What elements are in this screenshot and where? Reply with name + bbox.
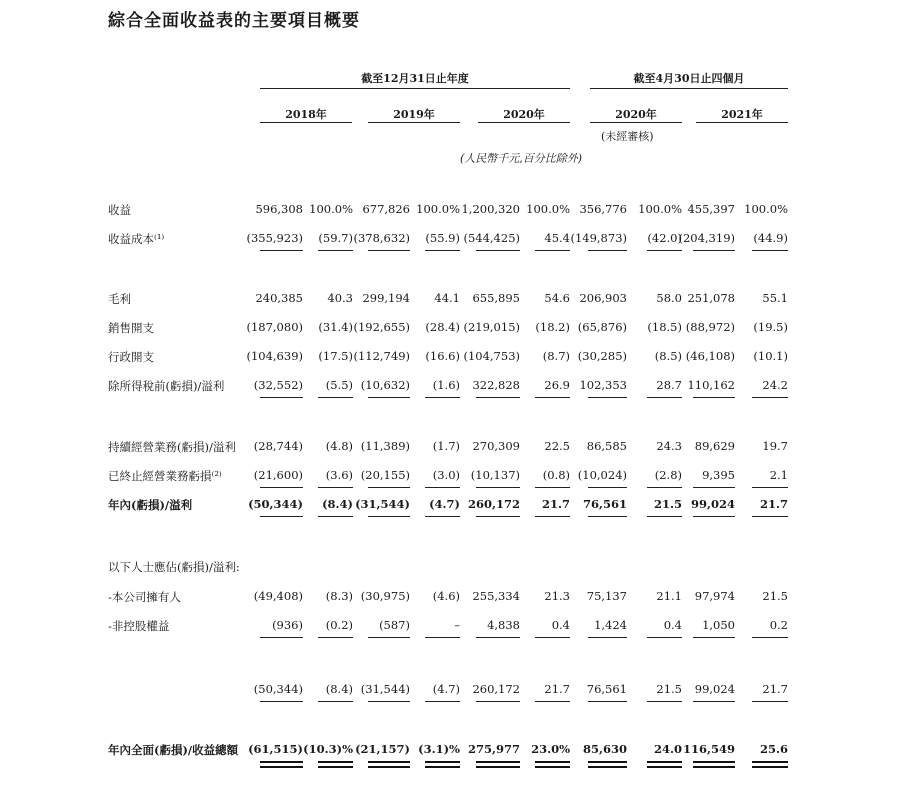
percent-cell: 2.1	[769, 468, 788, 482]
row-label: 收益成本⁽¹⁾	[108, 232, 165, 246]
total-double-rule	[535, 761, 570, 768]
percent-cell: (0.8)	[542, 468, 570, 482]
subtotal-rule	[535, 637, 570, 638]
amount-cell: 356,776	[579, 202, 627, 216]
amount-cell: 75,137	[586, 589, 627, 603]
amount-cell: (31,544)	[360, 682, 410, 696]
percent-cell: 100.0%	[526, 202, 570, 216]
amount-cell: (192,655)	[353, 320, 410, 334]
subtotal-rule	[368, 397, 410, 398]
subtotal-rule	[693, 487, 735, 488]
amount-cell: (49,408)	[253, 589, 303, 603]
percent-cell: (55.9)	[425, 231, 460, 245]
year-header-2021-rule	[696, 122, 788, 123]
subtotal-rule	[425, 487, 460, 488]
row-label: 毛利	[108, 292, 131, 306]
percent-cell: (1.6)	[432, 378, 460, 392]
year-header-2021: 2021年	[721, 108, 763, 121]
percent-cell: (44.9)	[753, 231, 788, 245]
amount-cell: 260,172	[467, 497, 520, 511]
percent-cell: (8.5)	[654, 349, 682, 363]
subtotal-rule	[647, 516, 682, 517]
year-header-2020-four-months: 2020年	[615, 108, 657, 121]
subtotal-rule	[693, 701, 735, 702]
amount-cell: 99,024	[694, 682, 735, 696]
header-group-four-months-rule	[590, 88, 788, 89]
subtotal-rule	[647, 487, 682, 488]
percent-cell: 40.3	[327, 291, 353, 305]
amount-cell: (61,515)	[248, 742, 303, 756]
subtotal-rule	[425, 637, 460, 638]
total-double-rule	[647, 761, 682, 768]
percent-cell: (4.7)	[429, 497, 460, 511]
subtotal-rule	[752, 701, 788, 702]
amount-cell: (50,344)	[253, 682, 303, 696]
subtotal-rule	[647, 397, 682, 398]
total-double-rule	[260, 761, 303, 768]
amount-cell: (21,600)	[253, 468, 303, 482]
row-label: 以下人士應佔(虧損)/溢利:	[108, 560, 240, 574]
percent-cell: (10.1)	[753, 349, 788, 363]
subtotal-rule	[535, 701, 570, 702]
amount-cell: (65,876)	[577, 320, 627, 334]
percent-cell: 28.7	[656, 378, 682, 392]
amount-cell: 76,561	[582, 497, 627, 511]
subtotal-rule	[752, 250, 788, 251]
amount-cell: (104,753)	[463, 349, 520, 363]
percent-cell: 0.4	[551, 618, 570, 632]
percent-cell: 21.7	[762, 682, 788, 696]
amount-cell: 322,828	[472, 378, 520, 392]
subtotal-rule	[260, 637, 303, 638]
subtotal-rule	[752, 487, 788, 488]
percent-cell: (3.0)	[432, 468, 460, 482]
subtotal-rule	[535, 397, 570, 398]
amount-cell: 86,585	[586, 439, 627, 453]
percent-cell: 22.5	[544, 439, 570, 453]
amount-cell: 102,353	[579, 378, 627, 392]
subtotal-rule	[368, 487, 410, 488]
amount-cell: 76,561	[586, 682, 627, 696]
amount-cell: 206,903	[579, 291, 627, 305]
amount-cell: 1,050	[702, 618, 735, 632]
percent-cell: (59.7)	[318, 231, 353, 245]
percent-cell: 21.5	[656, 682, 682, 696]
amount-cell: (378,632)	[353, 231, 410, 245]
page-title: 綜合全面收益表的主要項目概要	[108, 11, 360, 31]
subtotal-rule	[588, 516, 627, 517]
amount-cell: 260,172	[472, 682, 520, 696]
amount-cell: 677,826	[362, 202, 410, 216]
row-label: 年內全面(虧損)/收益總額	[108, 743, 239, 757]
amount-cell: 240,385	[255, 291, 303, 305]
amount-cell: (149,873)	[570, 231, 627, 245]
unaudited-note: (未經審核)	[601, 130, 654, 143]
percent-cell: 100.0%	[309, 202, 353, 216]
header-group-year-ended-rule	[260, 88, 570, 89]
total-double-rule	[693, 761, 735, 768]
subtotal-rule	[318, 250, 353, 251]
amount-cell: (204,319)	[678, 231, 735, 245]
amount-cell: 655,895	[472, 291, 520, 305]
percent-cell: (16.6)	[425, 349, 460, 363]
subtotal-rule	[535, 487, 570, 488]
amount-cell: (20,155)	[360, 468, 410, 482]
year-header-2019-rule	[368, 122, 460, 123]
amount-cell: 1,200,320	[461, 202, 520, 216]
amount-cell: 455,397	[687, 202, 735, 216]
percent-cell: (18.2)	[535, 320, 570, 334]
amount-cell: 251,078	[687, 291, 735, 305]
percent-cell: 44.1	[434, 291, 460, 305]
percent-cell: (8.3)	[325, 589, 353, 603]
subtotal-rule	[260, 250, 303, 251]
subtotal-rule	[476, 637, 520, 638]
percent-cell: (28.4)	[425, 320, 460, 334]
amount-cell: 99,024	[690, 497, 735, 511]
total-double-rule	[752, 761, 788, 768]
amount-cell: (28,744)	[253, 439, 303, 453]
subtotal-rule	[588, 701, 627, 702]
year-header-2020-rule	[478, 122, 570, 123]
amount-cell: (88,972)	[685, 320, 735, 334]
subtotal-rule	[318, 637, 353, 638]
row-label: 持續經營業務(虧損)/溢利	[108, 440, 236, 454]
total-double-rule	[368, 761, 410, 768]
percent-cell: (31.4)	[318, 320, 353, 334]
percent-cell: (3.6)	[325, 468, 353, 482]
year-header-2018: 2018年	[285, 108, 327, 121]
amount-cell: (30,285)	[577, 349, 627, 363]
subtotal-rule	[476, 516, 520, 517]
subtotal-rule	[588, 637, 627, 638]
amount-cell: (219,015)	[463, 320, 520, 334]
header-group-year-ended: 截至12月31日止年度	[361, 72, 469, 85]
amount-cell: (10,137)	[470, 468, 520, 482]
percent-cell: 100.0%	[638, 202, 682, 216]
percent-cell: 21.7	[541, 497, 570, 511]
percent-cell: 21.7	[544, 682, 570, 696]
percent-cell: 19.7	[762, 439, 788, 453]
subtotal-rule	[535, 516, 570, 517]
percent-cell: (2.8)	[654, 468, 682, 482]
amount-cell: (587)	[379, 618, 410, 632]
amount-cell: (11,389)	[360, 439, 410, 453]
subtotal-rule	[752, 397, 788, 398]
percent-cell: (10.3)%	[303, 742, 353, 756]
subtotal-rule	[752, 637, 788, 638]
subtotal-rule	[260, 487, 303, 488]
amount-cell: (50,344)	[248, 497, 303, 511]
amount-cell: (355,923)	[246, 231, 303, 245]
subtotal-rule	[752, 516, 788, 517]
total-double-rule	[318, 761, 353, 768]
amount-cell: 596,308	[255, 202, 303, 216]
amount-cell: (31,544)	[355, 497, 410, 511]
subtotal-rule	[588, 487, 627, 488]
percent-cell: (5.5)	[325, 378, 353, 392]
amount-cell: (21,157)	[355, 742, 410, 756]
total-double-rule	[425, 761, 460, 768]
amount-cell: 116,549	[682, 742, 735, 756]
subtotal-rule	[425, 397, 460, 398]
total-double-rule	[588, 761, 627, 768]
percent-cell: 24.3	[656, 439, 682, 453]
subtotal-rule	[425, 516, 460, 517]
row-label: 除所得稅前(虧損)/溢利	[108, 379, 225, 393]
amount-cell: 97,974	[694, 589, 735, 603]
row-label: 銷售開支	[108, 321, 154, 335]
subtotal-rule	[693, 516, 735, 517]
subtotal-rule	[647, 637, 682, 638]
subtotal-rule	[535, 250, 570, 251]
amount-cell: (544,425)	[463, 231, 520, 245]
amount-cell: 1,424	[594, 618, 627, 632]
percent-cell: 100.0%	[744, 202, 788, 216]
row-label: 行政開支	[108, 350, 154, 364]
percent-cell: 26.9	[544, 378, 570, 392]
subtotal-rule	[476, 397, 520, 398]
percent-cell: (18.5)	[647, 320, 682, 334]
percent-cell: 24.0	[653, 742, 682, 756]
subtotal-rule	[647, 701, 682, 702]
amount-cell: (32,552)	[253, 378, 303, 392]
percent-cell: 58.0	[656, 291, 682, 305]
subtotal-rule	[425, 250, 460, 251]
percent-cell: (1.7)	[432, 439, 460, 453]
subtotal-rule	[318, 701, 353, 702]
percent-cell: (0.2)	[325, 618, 353, 632]
percent-cell: (8.4)	[325, 682, 353, 696]
percent-cell: (17.5)	[318, 349, 353, 363]
year-header-2020-four-months-rule	[590, 122, 682, 123]
subtotal-rule	[588, 250, 627, 251]
percent-cell: 25.6	[759, 742, 788, 756]
amount-cell: 4,838	[487, 618, 520, 632]
percent-cell: 54.6	[544, 291, 570, 305]
amount-cell: 270,309	[472, 439, 520, 453]
amount-cell: 85,630	[582, 742, 627, 756]
percent-cell: 24.2	[762, 378, 788, 392]
subtotal-rule	[318, 397, 353, 398]
percent-cell: 21.7	[759, 497, 788, 511]
percent-cell: (42.0)	[647, 231, 682, 245]
header-group-four-months: 截至4月30日止四個月	[633, 72, 745, 85]
percent-cell: (4.8)	[325, 439, 353, 453]
subtotal-rule	[368, 516, 410, 517]
subtotal-rule	[318, 516, 353, 517]
percent-cell: 0.4	[663, 618, 682, 632]
percent-cell: 55.1	[762, 291, 788, 305]
subtotal-rule	[476, 487, 520, 488]
row-label: 收益	[108, 203, 131, 217]
percent-cell: (8.4)	[322, 497, 353, 511]
subtotal-rule	[368, 637, 410, 638]
percent-cell: (8.7)	[542, 349, 570, 363]
year-header-2020: 2020年	[503, 108, 545, 121]
amount-cell: 255,334	[472, 589, 520, 603]
percent-cell: 21.5	[653, 497, 682, 511]
amount-cell: 299,194	[362, 291, 410, 305]
amount-cell: (112,749)	[353, 349, 410, 363]
subtotal-rule	[693, 397, 735, 398]
percent-cell: 23.0%	[531, 742, 570, 756]
subtotal-rule	[368, 250, 410, 251]
subtotal-rule	[318, 487, 353, 488]
percent-cell: 45.4	[544, 231, 570, 245]
amount-cell: 110,162	[687, 378, 735, 392]
percent-cell: (19.5)	[753, 320, 788, 334]
percent-cell: 21.5	[762, 589, 788, 603]
amount-cell: (10,632)	[360, 378, 410, 392]
amount-cell: 9,395	[702, 468, 735, 482]
subtotal-rule	[647, 250, 682, 251]
row-label: -非控股權益	[108, 619, 170, 633]
amount-cell: (187,080)	[246, 320, 303, 334]
amount-cell: 89,629	[694, 439, 735, 453]
year-header-2019: 2019年	[393, 108, 435, 121]
amount-cell: (104,639)	[246, 349, 303, 363]
amount-cell: (30,975)	[360, 589, 410, 603]
percent-cell: –	[454, 618, 460, 632]
subtotal-rule	[588, 397, 627, 398]
subtotal-rule	[693, 637, 735, 638]
subtotal-rule	[260, 516, 303, 517]
amount-cell: 275,977	[467, 742, 520, 756]
unit-note: (人民幣千元,百分比除外)	[460, 152, 583, 165]
year-header-2018-rule	[260, 122, 352, 123]
percent-cell: 21.1	[656, 589, 682, 603]
percent-cell: 100.0%	[416, 202, 460, 216]
percent-cell: 21.3	[544, 589, 570, 603]
row-label: -本公司擁有人	[108, 590, 181, 604]
total-double-rule	[476, 761, 520, 768]
subtotal-rule	[476, 701, 520, 702]
subtotal-rule	[476, 250, 520, 251]
subtotal-rule	[693, 250, 735, 251]
percent-cell: (3.1)%	[418, 742, 460, 756]
percent-cell: (4.6)	[432, 589, 460, 603]
amount-cell: (10,024)	[577, 468, 627, 482]
percent-cell: 0.2	[769, 618, 788, 632]
amount-cell: (46,108)	[685, 349, 735, 363]
row-label: 已終止經營業務虧損⁽²⁾	[108, 469, 222, 483]
percent-cell: (4.7)	[432, 682, 460, 696]
subtotal-rule	[260, 701, 303, 702]
subtotal-rule	[368, 701, 410, 702]
amount-cell: (936)	[272, 618, 303, 632]
row-label: 年內(虧損)/溢利	[108, 498, 193, 512]
subtotal-rule	[260, 397, 303, 398]
subtotal-rule	[425, 701, 460, 702]
